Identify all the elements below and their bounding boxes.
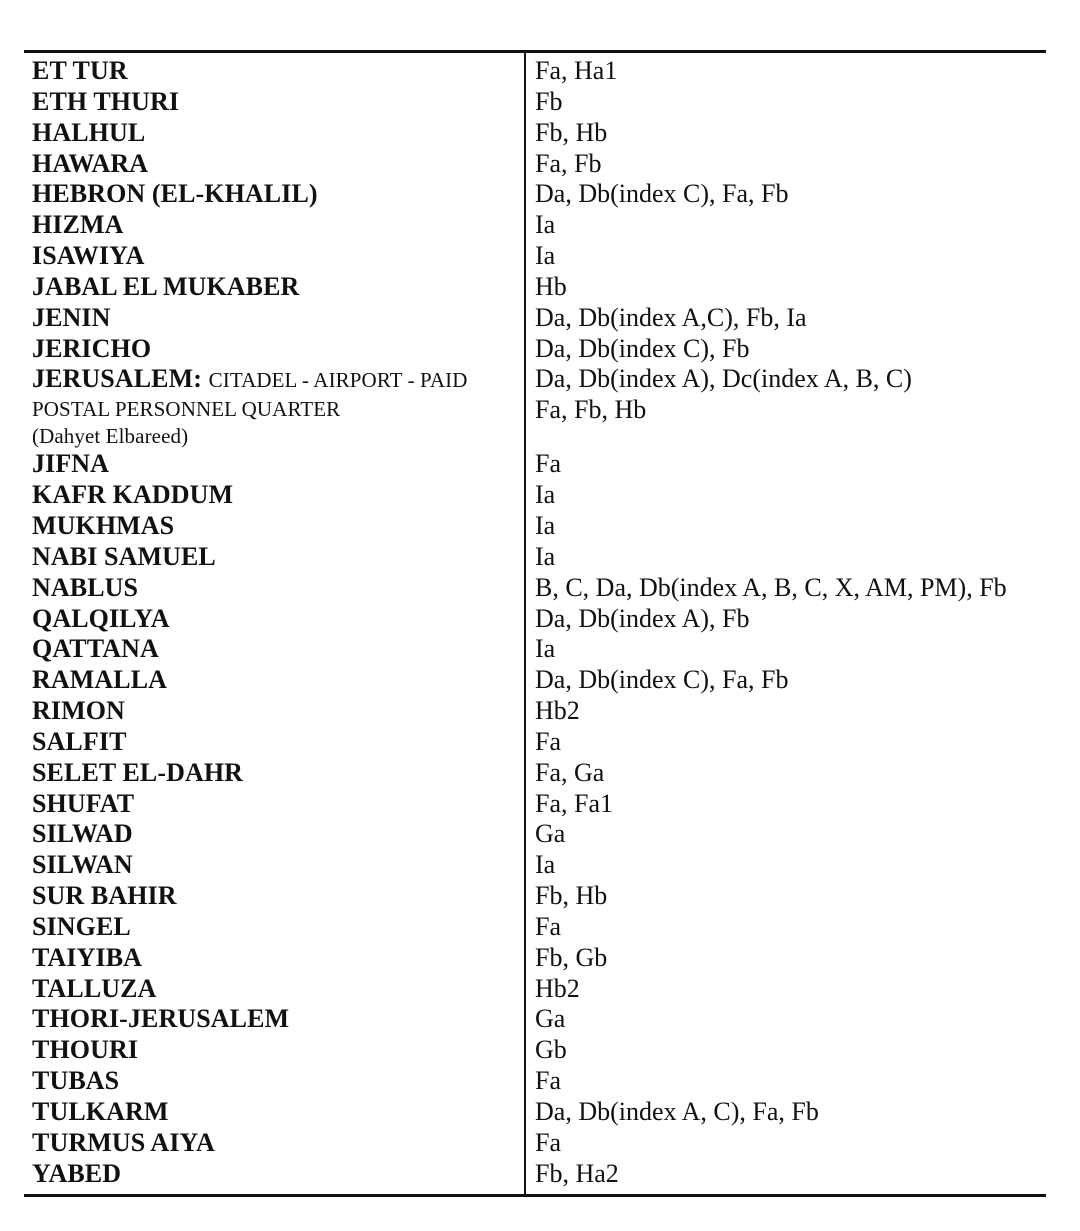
table-row: [24, 480, 1046, 511]
table-row: [24, 179, 1046, 210]
place-name: THORI-JERUSALEM: [32, 1004, 290, 1034]
place-name: ISAWIYA: [32, 241, 145, 271]
table-row: [24, 272, 1046, 303]
place-name: TALLUZA: [32, 973, 157, 1003]
table-row: [24, 665, 1046, 696]
table-row: [24, 819, 1046, 850]
table-row: [24, 542, 1046, 573]
place-refs: Fa: [535, 726, 561, 756]
table-row: [24, 881, 1046, 912]
place-refs: Fa, Fb: [535, 148, 602, 178]
place-refs: Fa, Ga: [535, 757, 605, 787]
table-row: [24, 727, 1046, 758]
place-name: SINGEL: [32, 911, 131, 941]
place-name: SALFIT: [32, 726, 127, 756]
place-name: RAMALLA: [32, 665, 168, 695]
place-name: ETH THURI: [32, 86, 180, 116]
table-row: [24, 334, 1046, 365]
place-name: JIFNA: [32, 449, 110, 479]
table-row: [24, 149, 1046, 180]
place-refs: Ia: [535, 480, 556, 510]
place-name: TAIYIBA: [32, 942, 143, 972]
jerusalem-detail-line1: CITADEL - AIRPORT - PAID: [208, 368, 468, 393]
place-refs: Fa, Ha1: [535, 56, 618, 85]
jerusalem-detail-line2: POSTAL PERSONNEL QUARTER: [32, 397, 341, 422]
place-name: QATTANA: [32, 634, 159, 664]
place-refs: Fa, Fa1: [535, 788, 613, 818]
table-row-jerusalem: [24, 364, 1046, 449]
place-name: SELET EL-DAHR: [32, 757, 244, 787]
jerusalem-detail-line3: (Dahyet Elbareed): [32, 424, 189, 449]
table-row: [24, 943, 1046, 974]
table-row: [24, 1128, 1046, 1159]
table-row: [24, 789, 1046, 820]
place-name: JERICHO: [32, 333, 152, 363]
place-name: JENIN: [32, 302, 111, 332]
place-name: SILWAN: [32, 850, 133, 880]
place-name: TUBAS: [32, 1066, 120, 1096]
table-row: [24, 1035, 1046, 1066]
place-name: TULKARM: [32, 1097, 169, 1126]
place-refs: Fb, Gb: [535, 942, 608, 972]
place-name: THOURI: [32, 1035, 139, 1065]
place-refs: Fa: [535, 1066, 561, 1096]
place-refs: Da, Db(index C), Fa, Fb: [535, 665, 789, 695]
place-name: TURMUS AIYA: [32, 1127, 215, 1157]
place-name: JERUSALEM:: [32, 364, 203, 394]
place-name: HALHUL: [32, 117, 146, 147]
table-row: [24, 1097, 1046, 1128]
table-row: [24, 758, 1046, 789]
place-name: HIZMA: [32, 210, 124, 240]
place-refs: Fb: [535, 86, 563, 116]
place-refs: Gb: [535, 1035, 567, 1065]
place-refs: Fb, Hb: [535, 117, 608, 147]
place-name: JABAL EL MUKABER: [32, 271, 300, 301]
place-refs: Ia: [535, 210, 556, 240]
table-row: [24, 1066, 1046, 1097]
place-name: HAWARA: [32, 148, 149, 178]
place-refs: Fa: [535, 911, 561, 941]
locality-table: [24, 50, 1046, 1197]
place-refs: Fb, Ha2: [535, 1158, 619, 1188]
place-name: HEBRON (EL-KHALIL): [32, 179, 318, 209]
place-name: SHUFAT: [32, 788, 135, 818]
place-refs: Ga: [535, 1004, 566, 1034]
place-refs: Ia: [535, 541, 556, 571]
place-refs: Fb, Hb: [535, 881, 608, 911]
table-row: [24, 303, 1046, 334]
place-name: RIMON: [32, 696, 125, 726]
place-refs: B, C, Da, Db(index A, B, C, X, AM, PM), Fb: [535, 572, 1007, 602]
table-body: [24, 50, 1046, 1197]
table-row: [24, 912, 1046, 943]
place-refs: Fa: [535, 1127, 561, 1157]
table-row: [24, 696, 1046, 727]
place-refs: Da, Db(index A,C), Fb, Ia: [535, 302, 807, 332]
place-name: NABI SAMUEL: [32, 541, 216, 571]
place-refs: Hb2: [535, 696, 580, 726]
place-name: KAFR KADDUM: [32, 480, 234, 510]
place-name: SUR BAHIR: [32, 881, 177, 911]
jerusalem-refs-line2: Fa, Fb, Hb: [535, 395, 647, 425]
place-refs: Hb2: [535, 973, 580, 1003]
place-refs: Ia: [535, 634, 556, 664]
place-refs: Ia: [535, 510, 556, 540]
table-row: [24, 56, 1046, 87]
table-row: [24, 1004, 1046, 1035]
table-row: [24, 118, 1046, 149]
place-refs: Ia: [535, 850, 556, 880]
place-refs: Hb: [535, 271, 567, 301]
place-refs: Ia: [535, 241, 556, 271]
place-refs: Da, Db(index A), Fb: [535, 603, 750, 633]
place-name: ET TUR: [32, 56, 128, 85]
table-row: [24, 634, 1046, 665]
place-name: SILWAD: [32, 819, 133, 849]
place-name: NABLUS: [32, 572, 139, 602]
table-row: [24, 449, 1046, 480]
place-refs: Da, Db(index C), Fa, Fb: [535, 179, 789, 209]
table-row: [24, 210, 1046, 241]
table-row: [24, 87, 1046, 118]
jerusalem-refs-line1: Da, Db(index A), Dc(index A, B, C): [535, 364, 912, 394]
table-row: [24, 850, 1046, 881]
table-row: [24, 573, 1046, 604]
table-bottom-rule: [24, 1194, 1046, 1197]
place-name: QALQILYA: [32, 603, 170, 633]
place-refs: Da, Db(index A, C), Fa, Fb: [535, 1097, 819, 1126]
place-refs: Fa: [535, 449, 561, 479]
table-row: [24, 511, 1046, 542]
table-row: [24, 241, 1046, 272]
place-name: MUKHMAS: [32, 510, 175, 540]
table-row: [24, 604, 1046, 635]
place-refs: Da, Db(index C), Fb: [535, 333, 750, 363]
place-name: YABED: [32, 1158, 122, 1188]
table-row: [24, 1159, 1046, 1190]
place-refs: Ga: [535, 819, 566, 849]
table-row: [24, 974, 1046, 1005]
